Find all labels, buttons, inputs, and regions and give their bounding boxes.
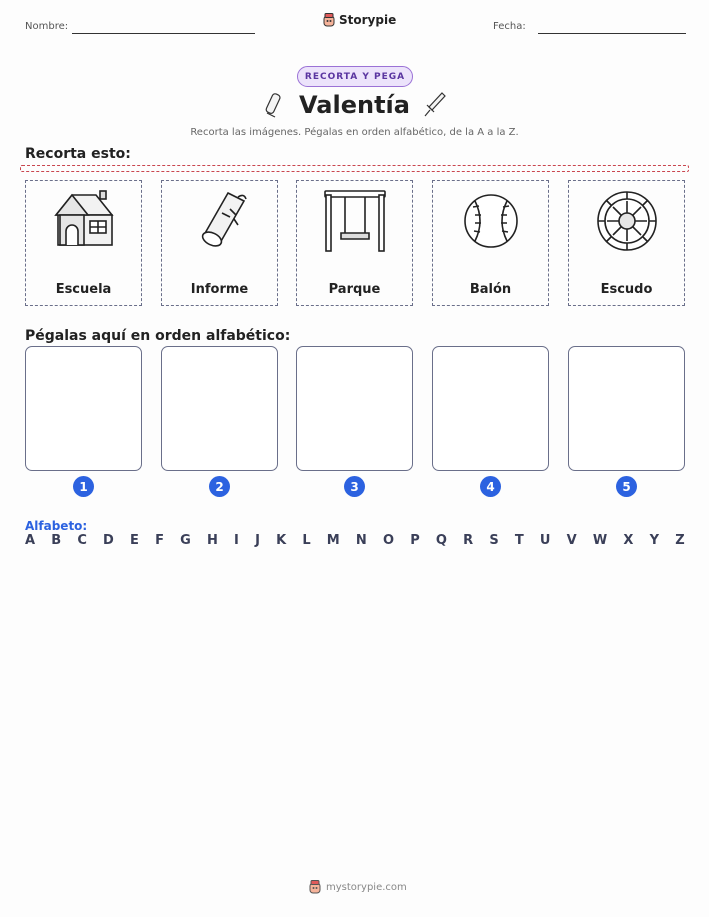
alphabet-letter: T [514,533,524,548]
logo-text: Storypie [339,13,397,27]
instructions: Recorta las imágenes. Pégalas en orden alfabético, de la A a la Z. [190,127,519,138]
cut-card-balon[interactable] [432,180,549,306]
alphabet-letter: I [234,533,239,548]
alphabet-letter: A [25,533,36,548]
alphabet-letter: D [103,533,114,548]
paste-slot-1[interactable] [25,346,142,471]
sword-deco-icon [422,91,448,121]
activity-badge: RECORTA Y PEGA [297,66,413,87]
cut-card-parque[interactable] [296,180,413,306]
alphabet-letter: Z [675,533,685,548]
alphabet-letter: C [77,533,87,548]
scroll-icon [186,189,254,249]
alphabet-letter: E [130,533,139,548]
baseball-icon [457,189,525,249]
paste-slot-4[interactable] [432,346,549,471]
paste-section-heading: Pégalas aquí en orden alfabético: [25,328,291,344]
paste-slot-2[interactable] [161,346,278,471]
storypie-mascot-icon [308,880,322,894]
alphabet-letter: S [489,533,499,548]
school-house-icon [50,189,118,249]
alphabet-letter: G [180,533,191,548]
alphabet-letter: N [355,533,367,548]
alphabet-label: Alfabeto: [25,519,88,533]
card-label: Balón [469,282,512,297]
slot-number-4: 4 [480,476,501,497]
cut-card-escudo[interactable] [568,180,685,306]
alphabet-letter: J [255,533,260,548]
paste-slot-5[interactable] [568,346,685,471]
swing-icon [321,189,389,253]
date-label: Fecha: [493,21,526,32]
cut-section-heading: Recorta esto: [25,146,131,162]
storypie-logo [322,13,396,27]
paste-slot-3[interactable] [296,346,413,471]
alphabet-letter: P [410,533,420,548]
alphabet-letter: R [463,533,474,548]
slot-number-3: 3 [344,476,365,497]
slot-number-2: 2 [209,476,230,497]
alphabet-letter: Y [649,533,660,548]
alphabet-letter: Q [435,533,447,548]
alphabet-letter: B [51,533,62,548]
cut-card-escuela[interactable] [25,180,142,306]
alphabet-letter: M [326,533,340,548]
alphabet-letter: U [539,533,551,548]
storypie-mascot-icon [322,13,336,27]
page-title: Valentía [299,91,410,119]
cut-card-informe[interactable] [161,180,278,306]
alphabet-letter: X [623,533,634,548]
card-label: Escuela [55,282,112,297]
footer-url[interactable]: mystorypie.com [326,881,407,893]
date-line[interactable] [538,33,686,34]
shield-icon [593,189,661,253]
slot-number-5: 5 [616,476,637,497]
slot-number-1: 1 [73,476,94,497]
card-label: Informe [190,282,249,297]
alphabet-letter: F [155,533,164,548]
name-line[interactable] [72,33,255,34]
cut-line [20,165,689,172]
card-label: Parque [328,282,381,297]
name-label: Nombre: [25,21,69,32]
alphabet-letter: V [566,533,577,548]
alphabet-letter: H [206,533,218,548]
alphabet-letter: W [592,533,608,548]
alphabet-letter: L [302,533,311,548]
alphabet-letter: K [276,533,287,548]
alphabet-letter: O [382,533,395,548]
footer [308,880,407,894]
card-label: Escudo [600,282,653,297]
alphabet-row [25,533,685,548]
